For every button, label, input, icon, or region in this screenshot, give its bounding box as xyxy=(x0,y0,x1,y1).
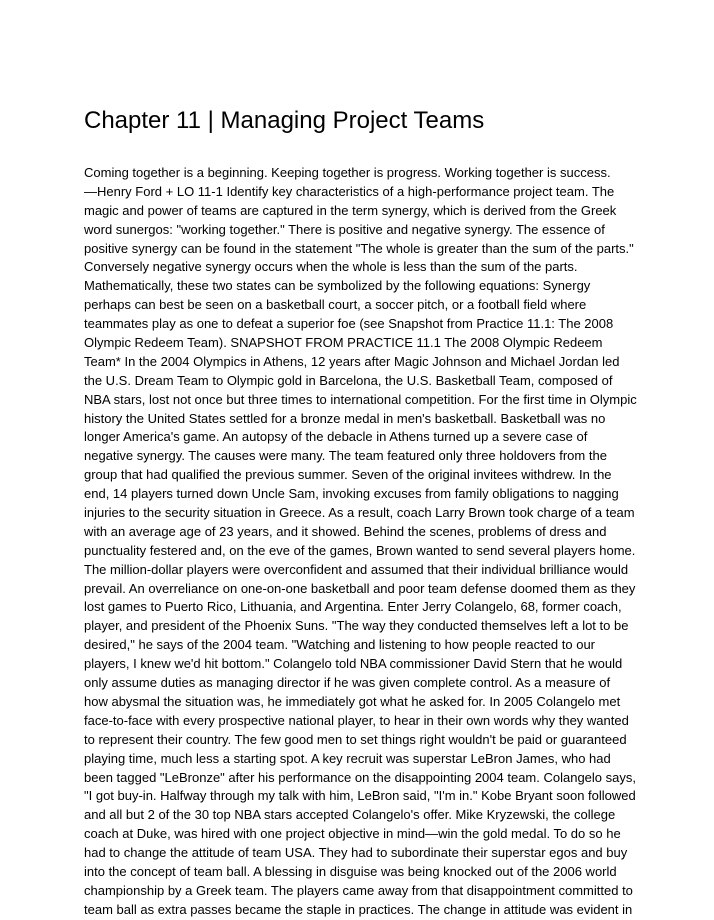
text-line: teammates play as one to defeat a superior foe (see Snapshot from Practice 11.1: The 2008 xyxy=(84,316,614,332)
text-line: —Henry Ford + LO 11-1 Identify key characteristics of a high-performance project team. The xyxy=(84,183,615,199)
text-line: group that had qualified the previous summer. Seven of the original invitees withdrew. In the xyxy=(84,467,612,483)
text-line: the U.S. Dream Team to Olympic gold in Barcelona, the U.S. Basketball Team, composed of xyxy=(84,372,613,388)
text-line: injuries to the security situation in Greece. As a result, coach Larry Brown took charge of a team xyxy=(84,505,635,521)
text-line: how abysmal the situation was, he immediately got what he asked for. In 2005 Colangelo met xyxy=(84,693,621,709)
text-line: end, 14 players turned down Uncle Sam, invoking excuses from family obligations to nagging xyxy=(84,486,619,502)
text-line: positive synergy can be found in the statement "The whole is greater than the sum of the parts." xyxy=(84,240,634,256)
text-line: Team* In the 2004 Olympics in Athens, 12 years after Magic Johnson and Michael Jordan led xyxy=(84,353,620,369)
text-line: face-to-face with every prospective national player, to hear in their own words why they wanted xyxy=(84,712,629,728)
text-line: perhaps can best be seen on a basketball court, a soccer pitch, or a football field where xyxy=(84,297,587,313)
text-line: history the United States settled for a bronze medal in men's basketball. Basketball was no xyxy=(84,410,606,426)
text-line: punctuality festered and, on the eve of the games, Brown wanted to send several players home. xyxy=(84,542,636,558)
text-line: team ball as extra passes became the staple in practices. The change in attitude was evident in xyxy=(84,901,633,917)
text-line: with an average age of 23 years, and it showed. Behind the scenes, problems of dress and xyxy=(84,523,607,539)
chapter-title: Chapter 11 | Managing Project Teams xyxy=(84,107,485,134)
text-line: into the concept of team ball. A blessing in disguise was being knocked out of the 2006 world xyxy=(84,863,617,879)
text-line: prevail. An overreliance on one-on-one basketball and poor team defense doomed them as they xyxy=(84,580,636,596)
text-line: only assume duties as managing director if he was given complete control. As a measure of xyxy=(84,675,611,691)
text-line: playing time, much less a starting spot. A key recruit was superstar LeBron James, who had xyxy=(84,750,611,766)
text-line: Mathematically, these two states can be symbolized by the following equations: Synergy xyxy=(84,278,591,294)
text-line: Coming together is a beginning. Keeping together is progress. Working together is success. xyxy=(84,165,611,180)
text-line: lost games to Puerto Rico, Lithuania, and Argentina. Enter Jerry Colangelo, 68, former coach, xyxy=(84,599,622,615)
text-line: Olympic Redeem Team). SNAPSHOT FROM PRACTICE 11.1 The 2008 Olympic Redeem xyxy=(84,335,603,351)
text-line: longer America's game. An autopsy of the debacle in Athens turned up a severe case of xyxy=(84,429,588,445)
text-line: NBA stars, lost not once but three times to international competition. For the first time in Olympic xyxy=(84,391,637,407)
text-line: negative synergy. The causes were many. The team featured only three holdovers from the xyxy=(84,448,607,464)
text-line: magic and power of teams are captured in the term synergy, which is derived from the Greek xyxy=(84,202,617,218)
text-line: been tagged "LeBronze" after his performance on the disappointing 2004 team. Colangelo says, xyxy=(84,769,636,785)
text-line: desired," he says of the 2004 team. "Watching and listening to how people reacted to our xyxy=(84,637,596,653)
body-paragraph xyxy=(84,164,644,920)
text-line: coach at Duke, was hired with one project objective in mind—win the gold medal. To do so he xyxy=(84,826,621,842)
text-line: to represent their country. The few good men to set things right wouldn't be paid or guaranteed xyxy=(84,731,627,747)
text-line: players, I knew we'd hit bottom." Colangelo told NBA commissioner David Stern that he would xyxy=(84,656,623,672)
text-line: The million-dollar players were overconfident and assumed that their individual brilliance would xyxy=(84,561,629,577)
text-line: "I got buy-in. Halfway through my talk with him, LeBron said, "I'm in." Kobe Bryant soon followed xyxy=(84,788,636,804)
text-line: had to change the attitude of team USA. They had to subordinate their superstar egos and buy xyxy=(84,845,628,861)
text-line: Conversely negative synergy occurs when the whole is less than the sum of the parts. xyxy=(84,259,578,275)
text-line: word sunergos: "working together." There is positive and negative synergy. The essence of xyxy=(84,221,605,237)
text-line: and all but 2 of the 30 top NBA stars accepted Colangelo's offer. Mike Kryzewski, the college xyxy=(84,807,616,823)
text-line: player, and president of the Phoenix Suns. "The way they conducted themselves left a lot to be xyxy=(84,618,629,634)
text-line: championship by a Greek team. The players came away from that disappointment committed to xyxy=(84,882,633,898)
